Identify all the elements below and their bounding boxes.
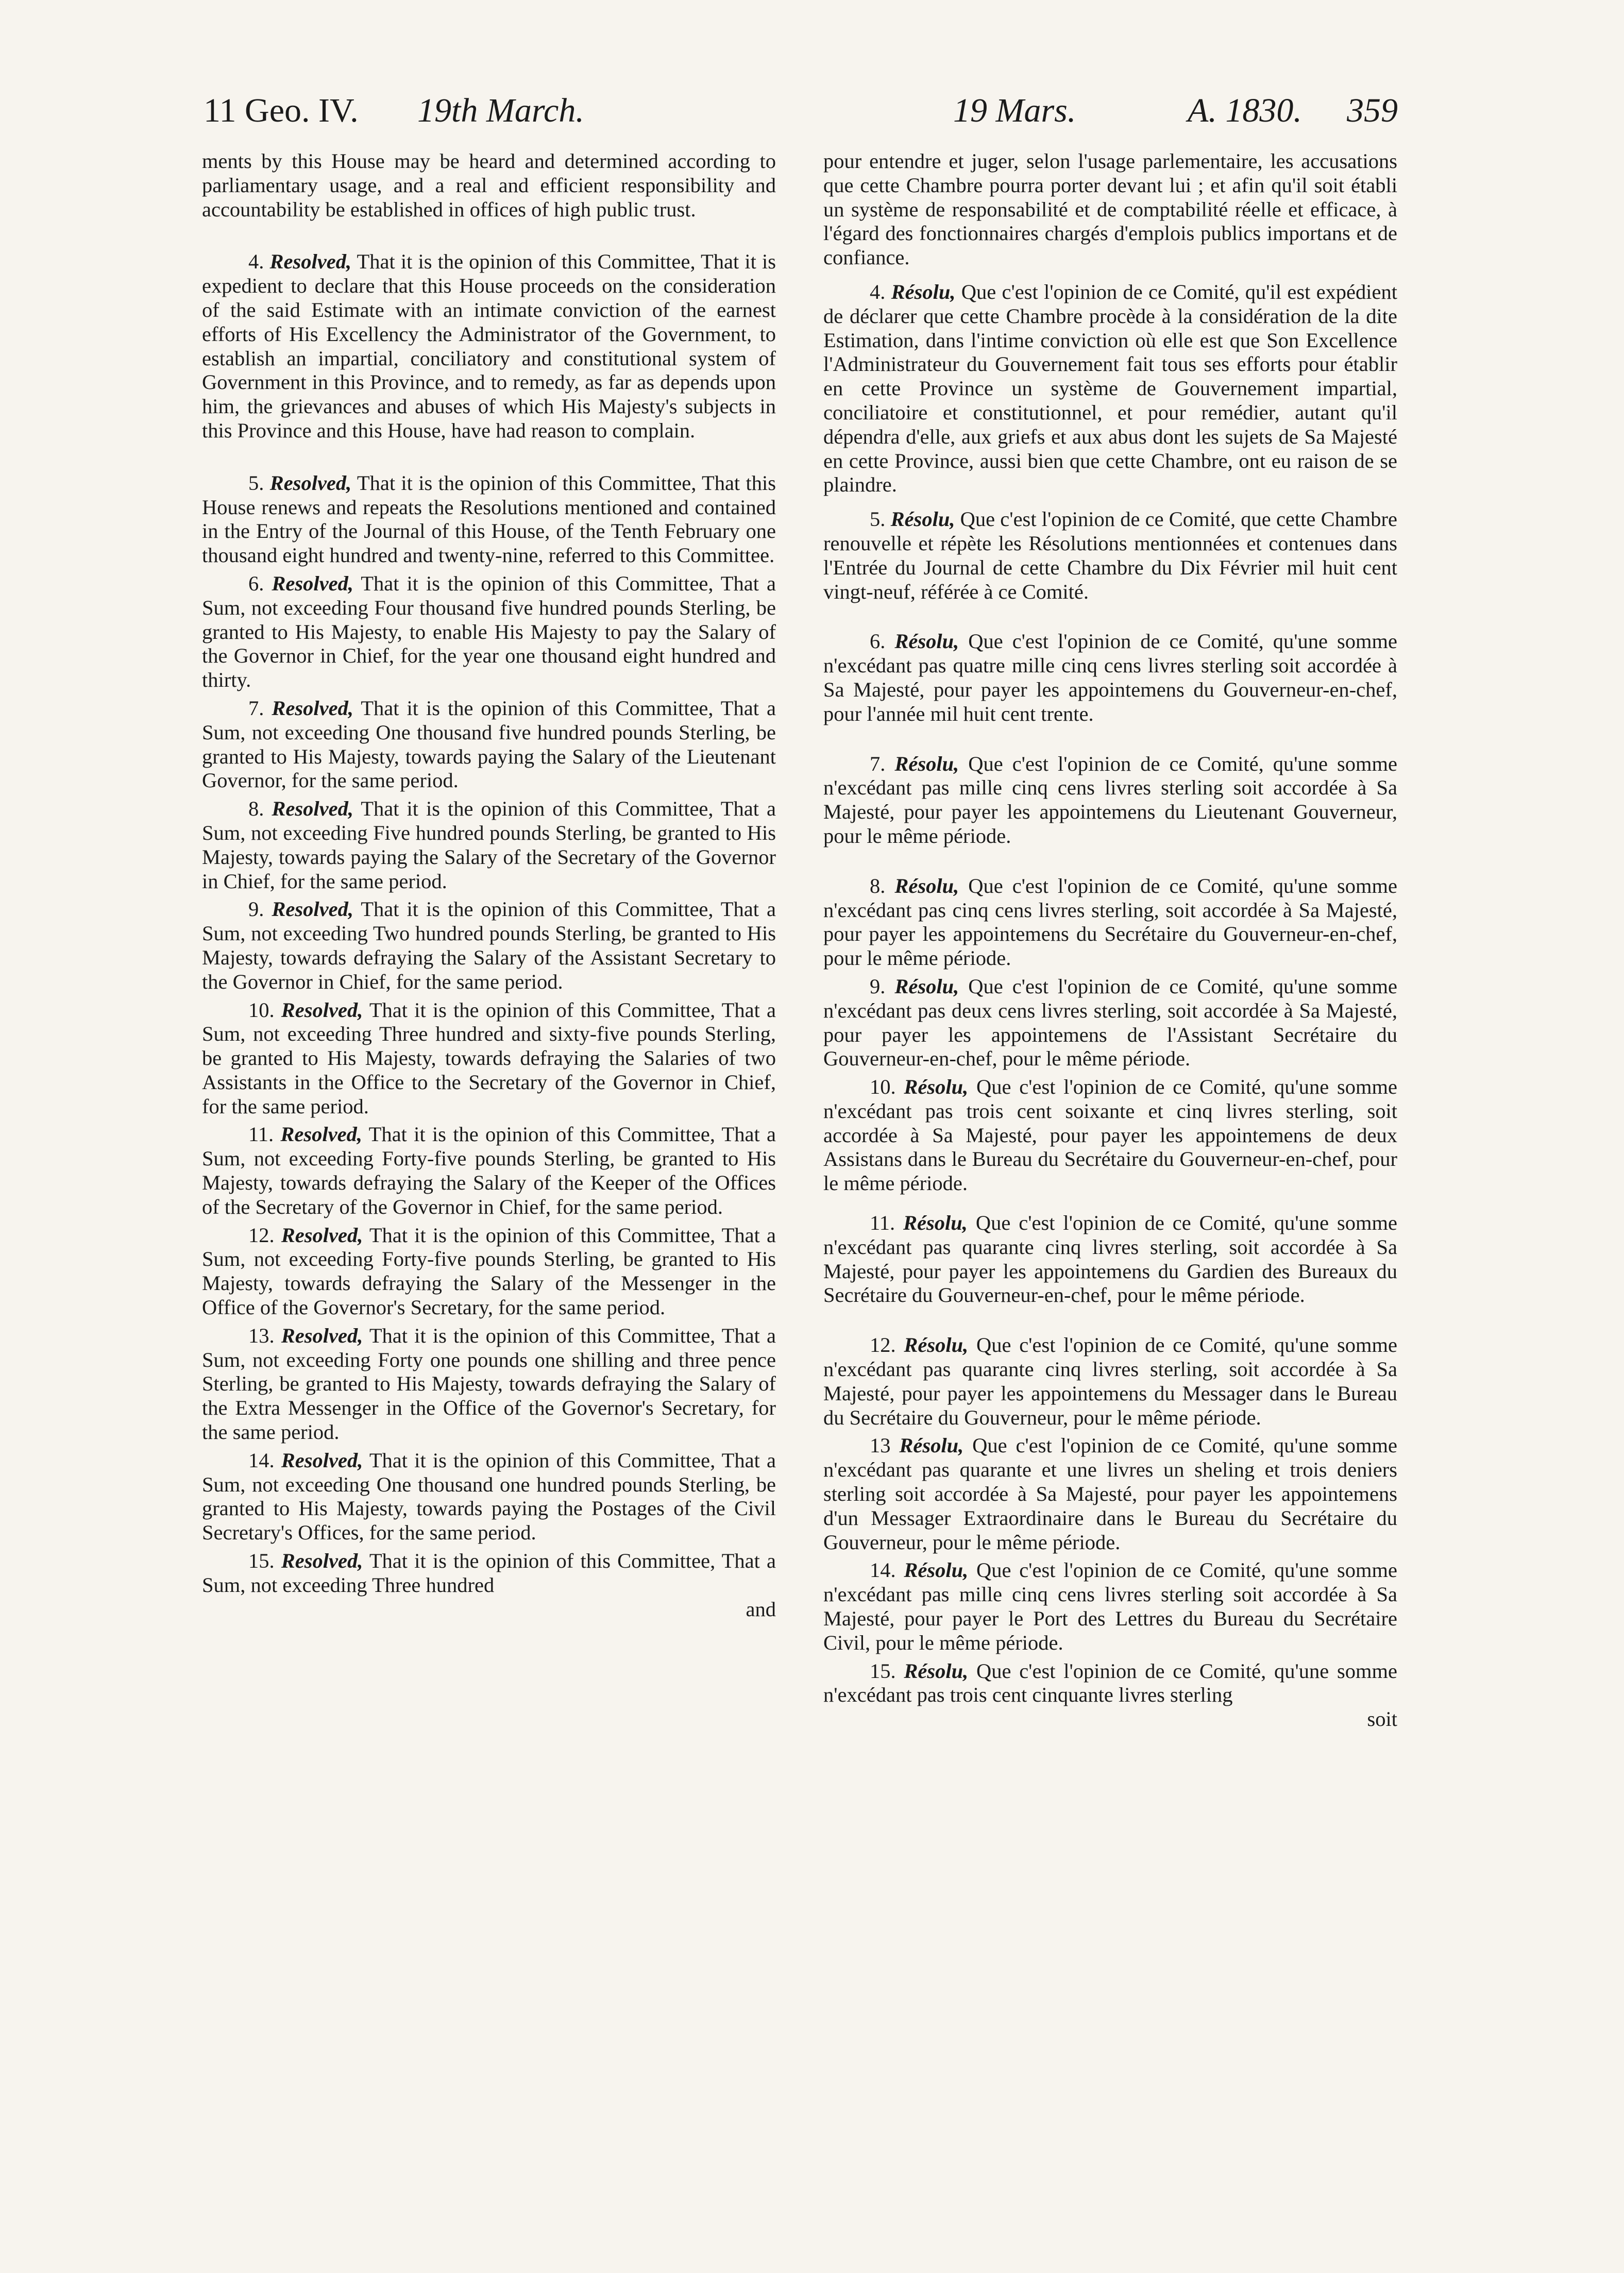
- french-resolution-9: [823, 975, 1397, 1071]
- resolution-label: Resolved,: [281, 1324, 363, 1347]
- resolution-text: That it is the opinion of this Committee, That it is expedient to declare that this House proceeds on the consideration of the said Estimate with an intimate conviction of the earnest efforts of His Excellency the Administrator of the Government, to establish an impartial, conciliatory and constitutional system of Government in this Province, and to remedy, as far as depends upon him, the grievances and abuses of which His Majesty's subjects in this Province and this House, have had reason to complain.: [202, 250, 776, 442]
- resolution-number: 10.: [248, 998, 275, 1022]
- resolution-text: That it is the opinion of this Committee, That a Sum, not exceeding Forty-five pounds Sterling, be granted to His Majesty, towards defraying the Salary of the Messenger in the Office of the Governor's Secretary, for the same period.: [202, 1223, 776, 1319]
- resolution-text: Que c'est l'opinion de ce Comité, qu'une somme n'excédant pas quarante et une livres un sheling et trois deniers sterling soit accordée à Sa Majesté, pour payer les appointemens d'un Messager Extraordinaire dans le Bureau du Secrétaire du Gouverneur, pour le même période.: [823, 1434, 1397, 1554]
- resolution-text: Que c'est l'opinion de ce Comité, qu'il est expédient de déclarer que cette Chambre procède à la considération de la dite Estimation, dans l'intime conviction où elle est que Son Excellence l'Administrateur du Gouvernement fait tous ses efforts pour établir en cette Province un système de Gouvernement impartial, conciliatoire et constitutionnel, et pour remédier, autant qu'il dépendra d'elle, aux griefs et aux abus dont les sujets de Sa Majesté en cette Province, aussi bien que cette Chambre, ont eu raison de se plaindre.: [823, 280, 1398, 497]
- english-resolution-13: [202, 1324, 776, 1445]
- resolution-text: Que c'est l'opinion de ce Comité, qu'une somme n'excédant pas cinq cens livres sterling, soit accordée à Sa Majesté, pour payer les appointemens du Secrétaire du Gouverneur-en-chef, pour le même période.: [823, 874, 1397, 970]
- french-resolution-11: [823, 1211, 1397, 1308]
- resolution-label: Résolu,: [899, 1434, 964, 1457]
- english-resolution-5: [202, 471, 776, 568]
- resolution-label: Résolu,: [903, 1211, 968, 1235]
- english-resolution-12: [202, 1224, 776, 1320]
- english-resolution-6: [202, 572, 776, 692]
- english-resolution-10: [202, 998, 776, 1119]
- resolution-label: Resolved,: [269, 250, 352, 274]
- resolution-text: ments by this House may be heard and determined according to parliamentary usage, and a real and efficient responsibility and accountability be established in offices of high public trust.: [202, 149, 776, 221]
- resolution-number: 5.: [248, 471, 264, 495]
- english-catchword: and: [746, 1597, 776, 1621]
- resolution-label: Resolved,: [272, 797, 353, 821]
- resolution-number: 15.: [870, 1659, 896, 1683]
- resolution-label: Résolu,: [890, 507, 955, 531]
- resolution-label: Resolved,: [272, 897, 353, 921]
- english-continuation: [202, 149, 776, 222]
- french-resolution-13: [823, 1434, 1397, 1554]
- french-column: [823, 149, 1397, 1732]
- header-year: A. 1830.: [1188, 92, 1302, 129]
- resolution-number: 12.: [870, 1333, 896, 1357]
- header-date-french: 19 Mars.: [953, 92, 1076, 129]
- french-catchword: soit: [1367, 1707, 1397, 1731]
- french-continuation: [823, 149, 1397, 270]
- resolution-number: 7.: [870, 752, 886, 775]
- resolution-label: Resolved,: [272, 571, 353, 595]
- resolution-label: Resolved,: [281, 998, 363, 1022]
- resolution-text: Que c'est l'opinion de ce Comité, qu'une somme n'excédant pas mille cinq cens livres sterling soit accordée à Sa Majesté, pour payer les appointemens du Lieutenant Gouverneur, pour le même période.: [823, 752, 1397, 847]
- english-column: [202, 149, 776, 1621]
- english-resolution-14: [202, 1449, 776, 1545]
- resolution-number: 4.: [870, 280, 886, 303]
- resolution-number: 9.: [248, 897, 264, 921]
- resolution-label: Résolu,: [904, 1659, 969, 1683]
- resolution-number: 11.: [870, 1211, 895, 1235]
- resolution-label: Résolu,: [894, 874, 959, 897]
- resolution-text: That it is the opinion of this Committee, That a Sum, not exceeding Three hundred and sixty-five pounds Sterling, be granted to His Majesty, towards defraying the Salaries of two Assistants in the Office to the Secretary of the Governor in Chief, for the same period.: [202, 998, 776, 1118]
- resolution-text: Que c'est l'opinion de ce Comité, qu'une somme n'excédant pas mille cinq cens livres sterling soit accordée à Sa Majesté, pour payer le Port des Lettres du Bureau du Secrétaire Civil, pour le même période.: [823, 1558, 1397, 1654]
- french-resolution-7: [823, 752, 1397, 849]
- resolution-text: That it is the opinion of this Committee, That a Sum, not exceeding Four thousand five hundred pounds Sterling, be granted to His Majesty, to enable His Majesty to pay the Salary of the Governor in Chief, for the year one thousand eight hundred and thirty.: [202, 571, 776, 692]
- resolution-label: Résolu,: [904, 1558, 969, 1582]
- resolution-label: Resolved,: [281, 1549, 363, 1573]
- french-resolution-5: [823, 507, 1397, 604]
- french-resolution-10: [823, 1075, 1397, 1196]
- english-resolution-15: [202, 1549, 776, 1598]
- resolution-number: 13.: [248, 1324, 275, 1347]
- resolution-label: Résolu,: [894, 630, 959, 653]
- resolution-text: That it is the opinion of this Committee, That a Sum, not exceeding Two hundred pounds Sterling, be granted to His Majesty, towards defraying the Salary of the Assistant Secretary to the Governor in Chief, for the same period.: [202, 897, 776, 993]
- resolution-label: Resolved,: [269, 471, 352, 495]
- french-resolution-15: [823, 1659, 1397, 1708]
- resolution-text: Que c'est l'opinion de ce Comité, qu'une somme n'excédant pas trois cent soixante et cinq livres sterling, soit accordée à Sa Majesté, pour payer les appointemens de deux Assistans dans le Bureau du Secrétaire du Gouverneur-en-chef, pour le même période.: [823, 1075, 1397, 1195]
- header-date-english: 19th March.: [417, 92, 584, 129]
- resolution-text: Que c'est l'opinion de ce Comité, qu'une somme n'excédant pas quatre mille cinq cens livres sterling soit accordée à Sa Majesté, pour payer les appointemens du Gouverneur-en-chef, pour l'année mil huit cent trente.: [823, 630, 1397, 725]
- resolution-text: Que c'est l'opinion de ce Comité, qu'une somme n'excédant pas quarante cinq livres sterling, soit accordée à Sa Majesté, pour payer les appointemens du Gardien des Bureaux du Secrétaire du Gouverneur-en-chef, pour le même période.: [823, 1211, 1398, 1307]
- page-number: 359: [1347, 92, 1398, 129]
- resolution-text: pour entendre et juger, selon l'usage parlementaire, les accusations que cette Chambre pourra porter devant lui ; et afin qu'il soit établi un système de responsabilité et de comptabilité réelle et efficace, à l'égard des fonctionnaires chargés d'emplois publics importans et de confiance.: [823, 149, 1397, 269]
- resolution-label: Resolved,: [281, 1223, 363, 1247]
- header-reign: 11 Geo. IV.: [204, 92, 359, 129]
- resolution-number: 8.: [248, 797, 264, 821]
- resolution-label: Resolved,: [281, 1448, 363, 1472]
- english-resolution-9: [202, 897, 776, 994]
- resolution-text: That it is the opinion of this Committee, That a Sum, not exceeding Five hundred pounds Sterling, be granted to His Majesty, towards paying the Salary of the Secretary of the Governor in Chief, for the same period.: [202, 797, 776, 893]
- resolution-label: Resolved,: [272, 696, 353, 720]
- resolution-text: That it is the opinion of this Committee, That a Sum, not exceeding Forty one pounds one shilling and three pence Sterling, be granted to His Majesty, towards defraying the Salary of the Extra Messenger in the Office of the Governor's Secretary, for the same period.: [202, 1324, 776, 1444]
- resolution-number: 14.: [870, 1558, 896, 1582]
- resolution-number: 8.: [870, 874, 886, 897]
- resolution-number: 9.: [870, 974, 886, 998]
- resolution-number: 5.: [870, 507, 886, 531]
- resolution-number: 15.: [248, 1549, 275, 1573]
- resolution-label: Résolu,: [891, 280, 956, 303]
- english-resolution-4: [202, 250, 776, 443]
- resolution-text: That it is the opinion of this Committee, That a Sum, not exceeding One thousand one hundred pounds Sterling, be granted to His Majesty, towards paying the Postages of the Civil Secretary's Offices, for the same period.: [202, 1448, 776, 1545]
- resolution-label: Résolu,: [894, 974, 959, 998]
- english-resolution-8: [202, 797, 776, 893]
- resolution-number: 7.: [248, 696, 264, 720]
- resolution-text: Que c'est l'opinion de ce Comité, que cette Chambre renouvelle et répète les Résolutions mentionnées et contenues dans l'Entrée du Journal de cette Chambre du Dix Février mil huit cent vingt-neuf, référée à ce Comité.: [823, 507, 1398, 603]
- english-resolution-11: [202, 1123, 776, 1219]
- resolution-text: Que c'est l'opinion de ce Comité, qu'une somme n'excédant pas quarante cinq livres sterling, soit accordée à Sa Majesté, pour payer les appointemens du Messager dans le Bureau du Secrétaire du Gouverneur, pour le même période.: [823, 1333, 1397, 1429]
- french-resolution-8: [823, 874, 1397, 971]
- page-header: [204, 85, 1398, 142]
- resolution-number: 14.: [248, 1448, 275, 1472]
- resolution-label: Résolu,: [894, 752, 959, 775]
- french-resolution-14: [823, 1558, 1397, 1655]
- resolution-text: Que c'est l'opinion de ce Comité, qu'une somme n'excédant pas trois cent cinquante livres sterling: [823, 1659, 1397, 1707]
- resolution-label: Résolu,: [904, 1333, 969, 1357]
- resolution-number: 12.: [248, 1223, 275, 1247]
- resolution-label: Resolved,: [280, 1123, 363, 1146]
- french-resolution-12: [823, 1333, 1397, 1430]
- resolution-text: That it is the opinion of this Committee, That a Sum, not exceeding One thousand five hundred pounds Sterling, be granted to His Majesty, towards paying the Salary of the Lieutenant Governor, for the same period.: [202, 696, 776, 792]
- resolution-number: 11.: [248, 1123, 274, 1146]
- resolution-number: 6.: [870, 630, 886, 653]
- resolution-number: 4.: [248, 250, 264, 274]
- resolution-label: Résolu,: [904, 1075, 969, 1099]
- english-resolution-7: [202, 697, 776, 793]
- resolution-text: That it is the opinion of this Committee, That a Sum, not exceeding Forty-five pounds Sterling, be granted to His Majesty, towards defraying the Salary of the Keeper of the Offices of the Secretary of the Governor in Chief, for the same period.: [202, 1123, 776, 1218]
- french-resolution-4: [823, 280, 1397, 497]
- resolution-number: 10.: [870, 1075, 896, 1099]
- resolution-text: Que c'est l'opinion de ce Comité, qu'une somme n'excédant pas deux cens livres sterling, soit accordée à Sa Majesté, pour payer les appointemens de l'Assistant Secrétaire du Gouverneur-en-chef, pour le même période.: [823, 974, 1397, 1071]
- resolution-number: 6.: [248, 571, 264, 595]
- resolution-text: That it is the opinion of this Committee, That a Sum, not exceeding Three hundred: [202, 1549, 776, 1597]
- resolution-text: That it is the opinion of this Committee, That this House renews and repeats the Resolutions mentioned and contained in the Entry of the Journal of this House, of the Tenth February one thousand eight hundred and twenty-nine, referred to this Committee.: [202, 471, 776, 567]
- resolution-number: 13: [870, 1434, 891, 1457]
- french-resolution-6: [823, 630, 1397, 726]
